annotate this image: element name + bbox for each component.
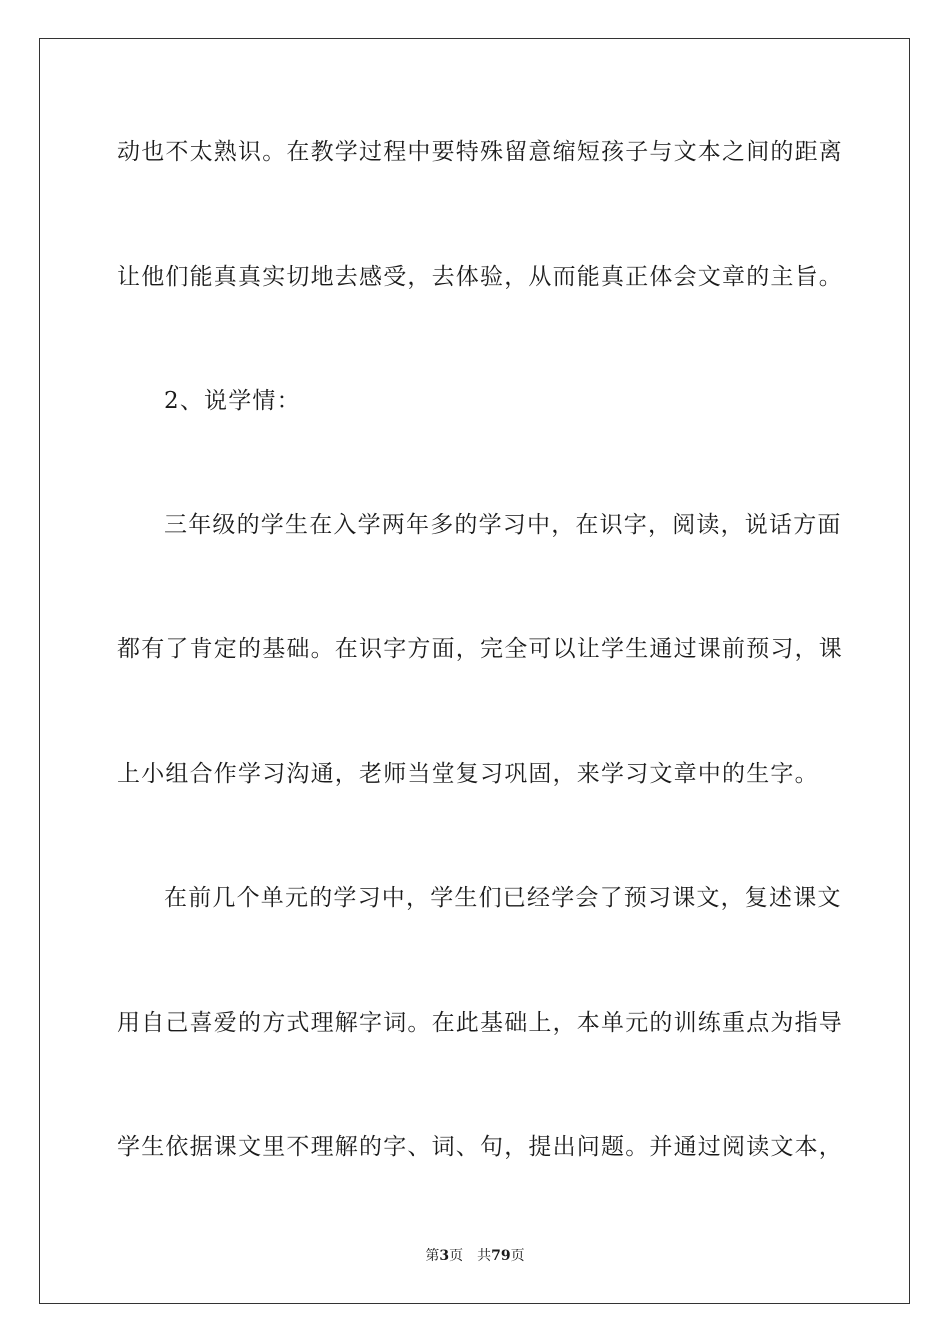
total-pages: 79 [491,1248,511,1264]
section-heading: 2、说学情： [164,388,301,414]
total-suffix: 页 [510,1248,525,1264]
page-prefix: 第 [425,1248,440,1264]
body-line-6: 上小组合作学习沟通，老师当堂复习巩固，来学习文章中的生字。 [117,761,819,787]
body-line-5: 都有了肯定的基础。在识字方面，完全可以让学生通过课前预习，课 [117,636,843,662]
body-line-7: 在前几个单元的学习中，学生们已经学会了预习课文，复述课文 [164,885,842,911]
total-prefix: 共 [477,1248,492,1264]
page-suffix: 页 [449,1248,464,1264]
body-line-1: 动也不太熟识。在教学过程中要特殊留意缩短孩子与文本之间的距离 [117,139,843,165]
page-border [39,38,910,1304]
body-line-9: 学生依据课文里不理解的字、词、句，提出问题。并通过阅读文本， [117,1134,843,1160]
page-number: 3 [439,1248,450,1264]
body-line-2: 让他们能真真实切地去感受，去体验，从而能真正体会文章的主旨。 [117,264,843,290]
body-line-8: 用自己喜爱的方式理解字词。在此基础上，本单元的训练重点为指导 [117,1010,843,1036]
body-line-4: 三年级的学生在入学两年多的学习中，在识字，阅读，说话方面 [164,512,842,538]
page-footer [0,1246,950,1266]
